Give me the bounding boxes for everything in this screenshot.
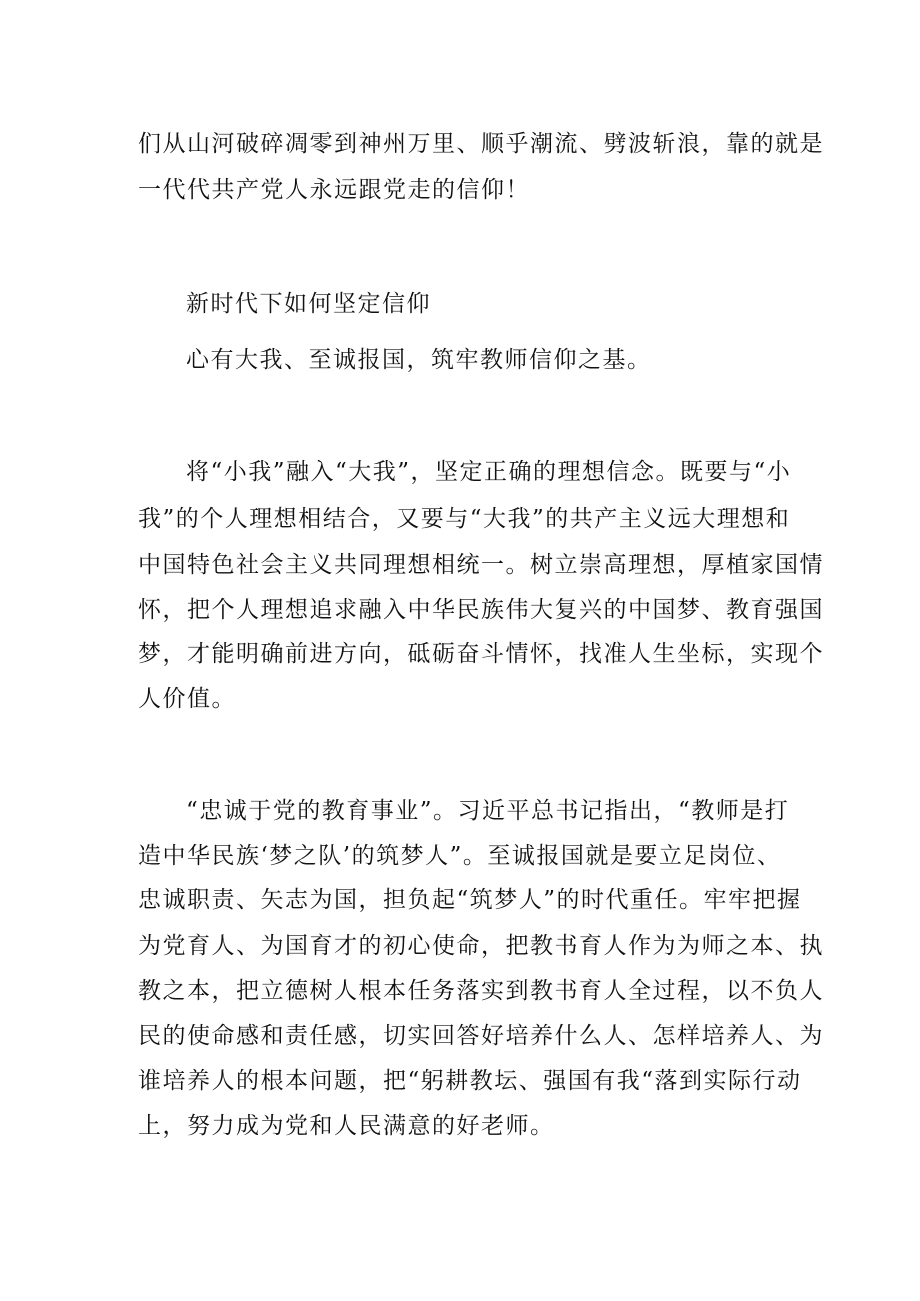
paragraph-3-line-7: 谁培养人的根本问题，把“躬耕教坛、强国有我“落到实际行动: [138, 1068, 802, 1094]
section-subheading: 心有大我、至诚报国，筑牢教师信仰之基。: [186, 347, 652, 373]
paragraph-3-line-1: “忠诚于党的教育事业”。习近平总书记指出，“教师是打: [186, 798, 790, 824]
paragraph-2-line-3: 中国特色社会主义共同理想相统一。树立崇高理想，厚植家国情: [138, 552, 824, 578]
paragraph-3-line-5: 教之本，把立德树人根本任务落实到教书育人全过程，以不负人: [138, 978, 824, 1004]
paragraph-2-line-4: 怀，把个人理想追求融入中华民族伟大复兴的中国梦、教育强国: [138, 597, 824, 623]
section-heading: 新时代下如何坚定信仰: [186, 291, 431, 317]
paragraph-2-line-1: 将“小我”融入“大我”，坚定正确的理想信念。既要与“小: [186, 459, 792, 485]
paragraph-3-line-4: 为党育人、为国育才的初心使命，把教书育人作为为师之本、执: [138, 933, 824, 959]
paragraph-2-line-5: 梦，才能明确前进方向，砥砺奋斗情怀，找准人生坐标，实现个: [138, 641, 824, 667]
paragraph-2-line-2: 我”的个人理想相结合，又要与“大我”的共产主义远大理想和: [138, 506, 791, 532]
paragraph-1-line-2: 一代代共产党人永远跟党走的信仰！: [138, 177, 530, 203]
paragraph-1-line-1: 们从山河破碎凋零到神州万里、顺乎潮流、劈波斩浪，靠的就是: [138, 131, 824, 157]
paragraph-3-line-8: 上，努力成为党和人民满意的好老师。: [138, 1113, 555, 1139]
paragraph-3-line-6: 民的使命感和责任感，切实回答好培养什么人、怎样培养人、为: [138, 1023, 824, 1049]
paragraph-3-line-3: 忠诚职责、矢志为国，担负起“筑梦人”的时代重任。牢牢把握: [138, 887, 802, 913]
paragraph-3-line-2: 造中华民族‘梦之队’的筑梦人”。至诚报国就是要立足岗位、: [138, 843, 782, 869]
paragraph-2-line-6: 人价值。: [138, 686, 236, 712]
